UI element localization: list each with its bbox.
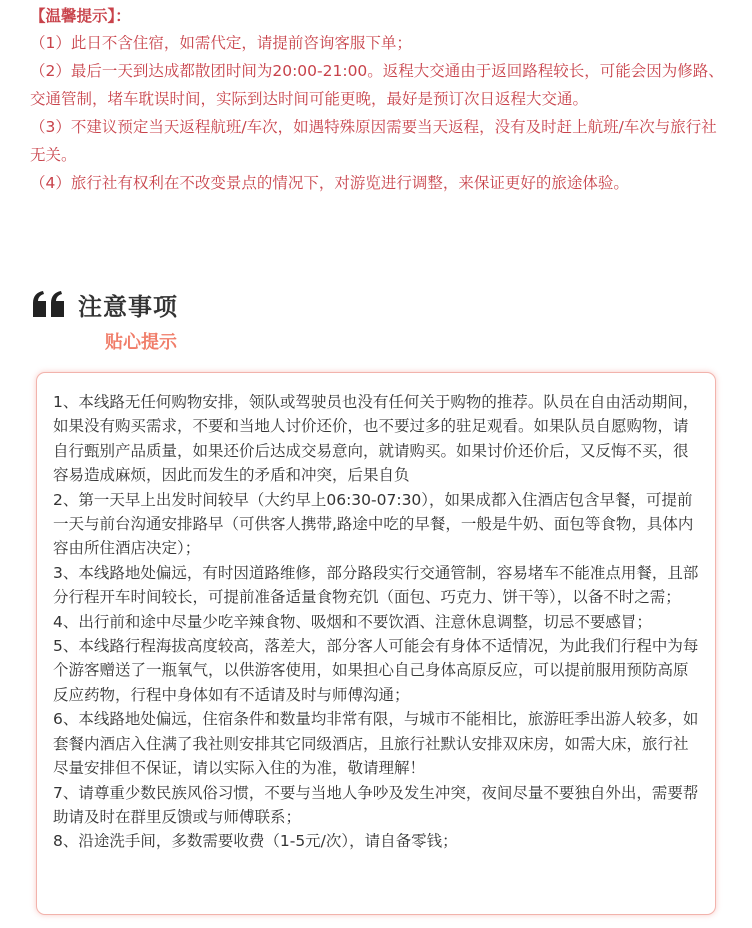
warm-tip-1: （1）此日不含住宿，如需代定，请提前咨询客服下单； [30, 34, 412, 52]
notice-item: 5、本线路行程海拔高度较高，落差大，部分客人可能会有身体不适情况，为此我们行程中为每个游客赠送了一瓶氧气，以供游客使用，如果担心自己身体高原反应，可以提前服用预防高原反应药物，行程中身体如有不适请及时与师傅沟通； [53, 637, 699, 704]
warm-tips [30, 3, 730, 197]
notice-item: 7、请尊重少数民族风俗习惯，不要与当地人争吵及发生冲突，夜间尽量不要独自外出，需要帮助请及时在群里反馈或与师傅联系； [53, 783, 699, 826]
notice-item: 1、本线路无任何购物安排，领队或驾驶员也没有任何关于购物的推荐。队员在自由活动期间，如果没有购买需求，不要和当地人讨价还价，也不要过多的驻足观看。如果队员自愿购物，请自行甄别产品质量，如果还价后达成交易意向，就请购买。如果讨价还价后，又反悔不买，很容易造成麻烦，因此而发生的矛盾和冲突，后果自负 [53, 393, 699, 485]
notice-box [36, 372, 716, 915]
section-subtitle: 贴心提示 [105, 332, 177, 353]
quote-icon [32, 291, 66, 317]
warm-tip-3: （3）不建议预定当天返程航班/车次，如遇特殊原因需要当天返程，没有及时赶上航班/车次与旅行社无关。 [30, 118, 717, 164]
notice-item: 3、本线路地处偏远，有时因道路维修，部分路段实行交通管制，容易堵车不能准点用餐，且部分行程开车时间较长，可提前准备适量食物充饥（面包、巧克力、饼干等），以备不时之需； [53, 563, 699, 607]
notice-item: 4、出行前和途中尽量少吃辛辣食物、吸烟和不要饮酒、注意休息调整，切忌不要感冒； [53, 612, 652, 631]
warm-tips-title: 【温馨提示】： [30, 7, 131, 25]
warm-tip-2: （2）最后一天到达成都散团时间为20:00-21:00。返程大交通由于返回路程较长，可能会因为修路、交通管制，堵车耽误时间，实际到达时间可能更晚，最好是预订次日返程大交通。 [30, 62, 724, 108]
warm-tip-4: （4）旅行社有权利在不改变景点的情况下，对游览进行调整，来保证更好的旅途体验。 [30, 174, 629, 192]
notice-item: 6、本线路地处偏远，住宿条件和数量均非常有限，与城市不能相比，旅游旺季出游人较多，如套餐内酒店入住满了我社则安排其它同级酒店，且旅行社默认安排双床房，如需大床，旅行社尽量安排但不保证，请以实际入住的为准，敬请理解！ [53, 710, 699, 778]
section-header [32, 284, 178, 324]
notice-item: 8、沿途洗手间，多数需要收费（1-5元/次），请自备零钱； [53, 832, 458, 851]
notice-item: 2、第一天早上出发时间较早（大约早上06:30-07:30），如果成都入住酒店包含早餐，可提前一天与前台沟通安排路早（可供客人携带,路途中吃的早餐，一般是牛奶、面包等食物，具体内容由所住酒店决定）； [53, 490, 694, 558]
section-title: 注意事项 [78, 292, 178, 321]
